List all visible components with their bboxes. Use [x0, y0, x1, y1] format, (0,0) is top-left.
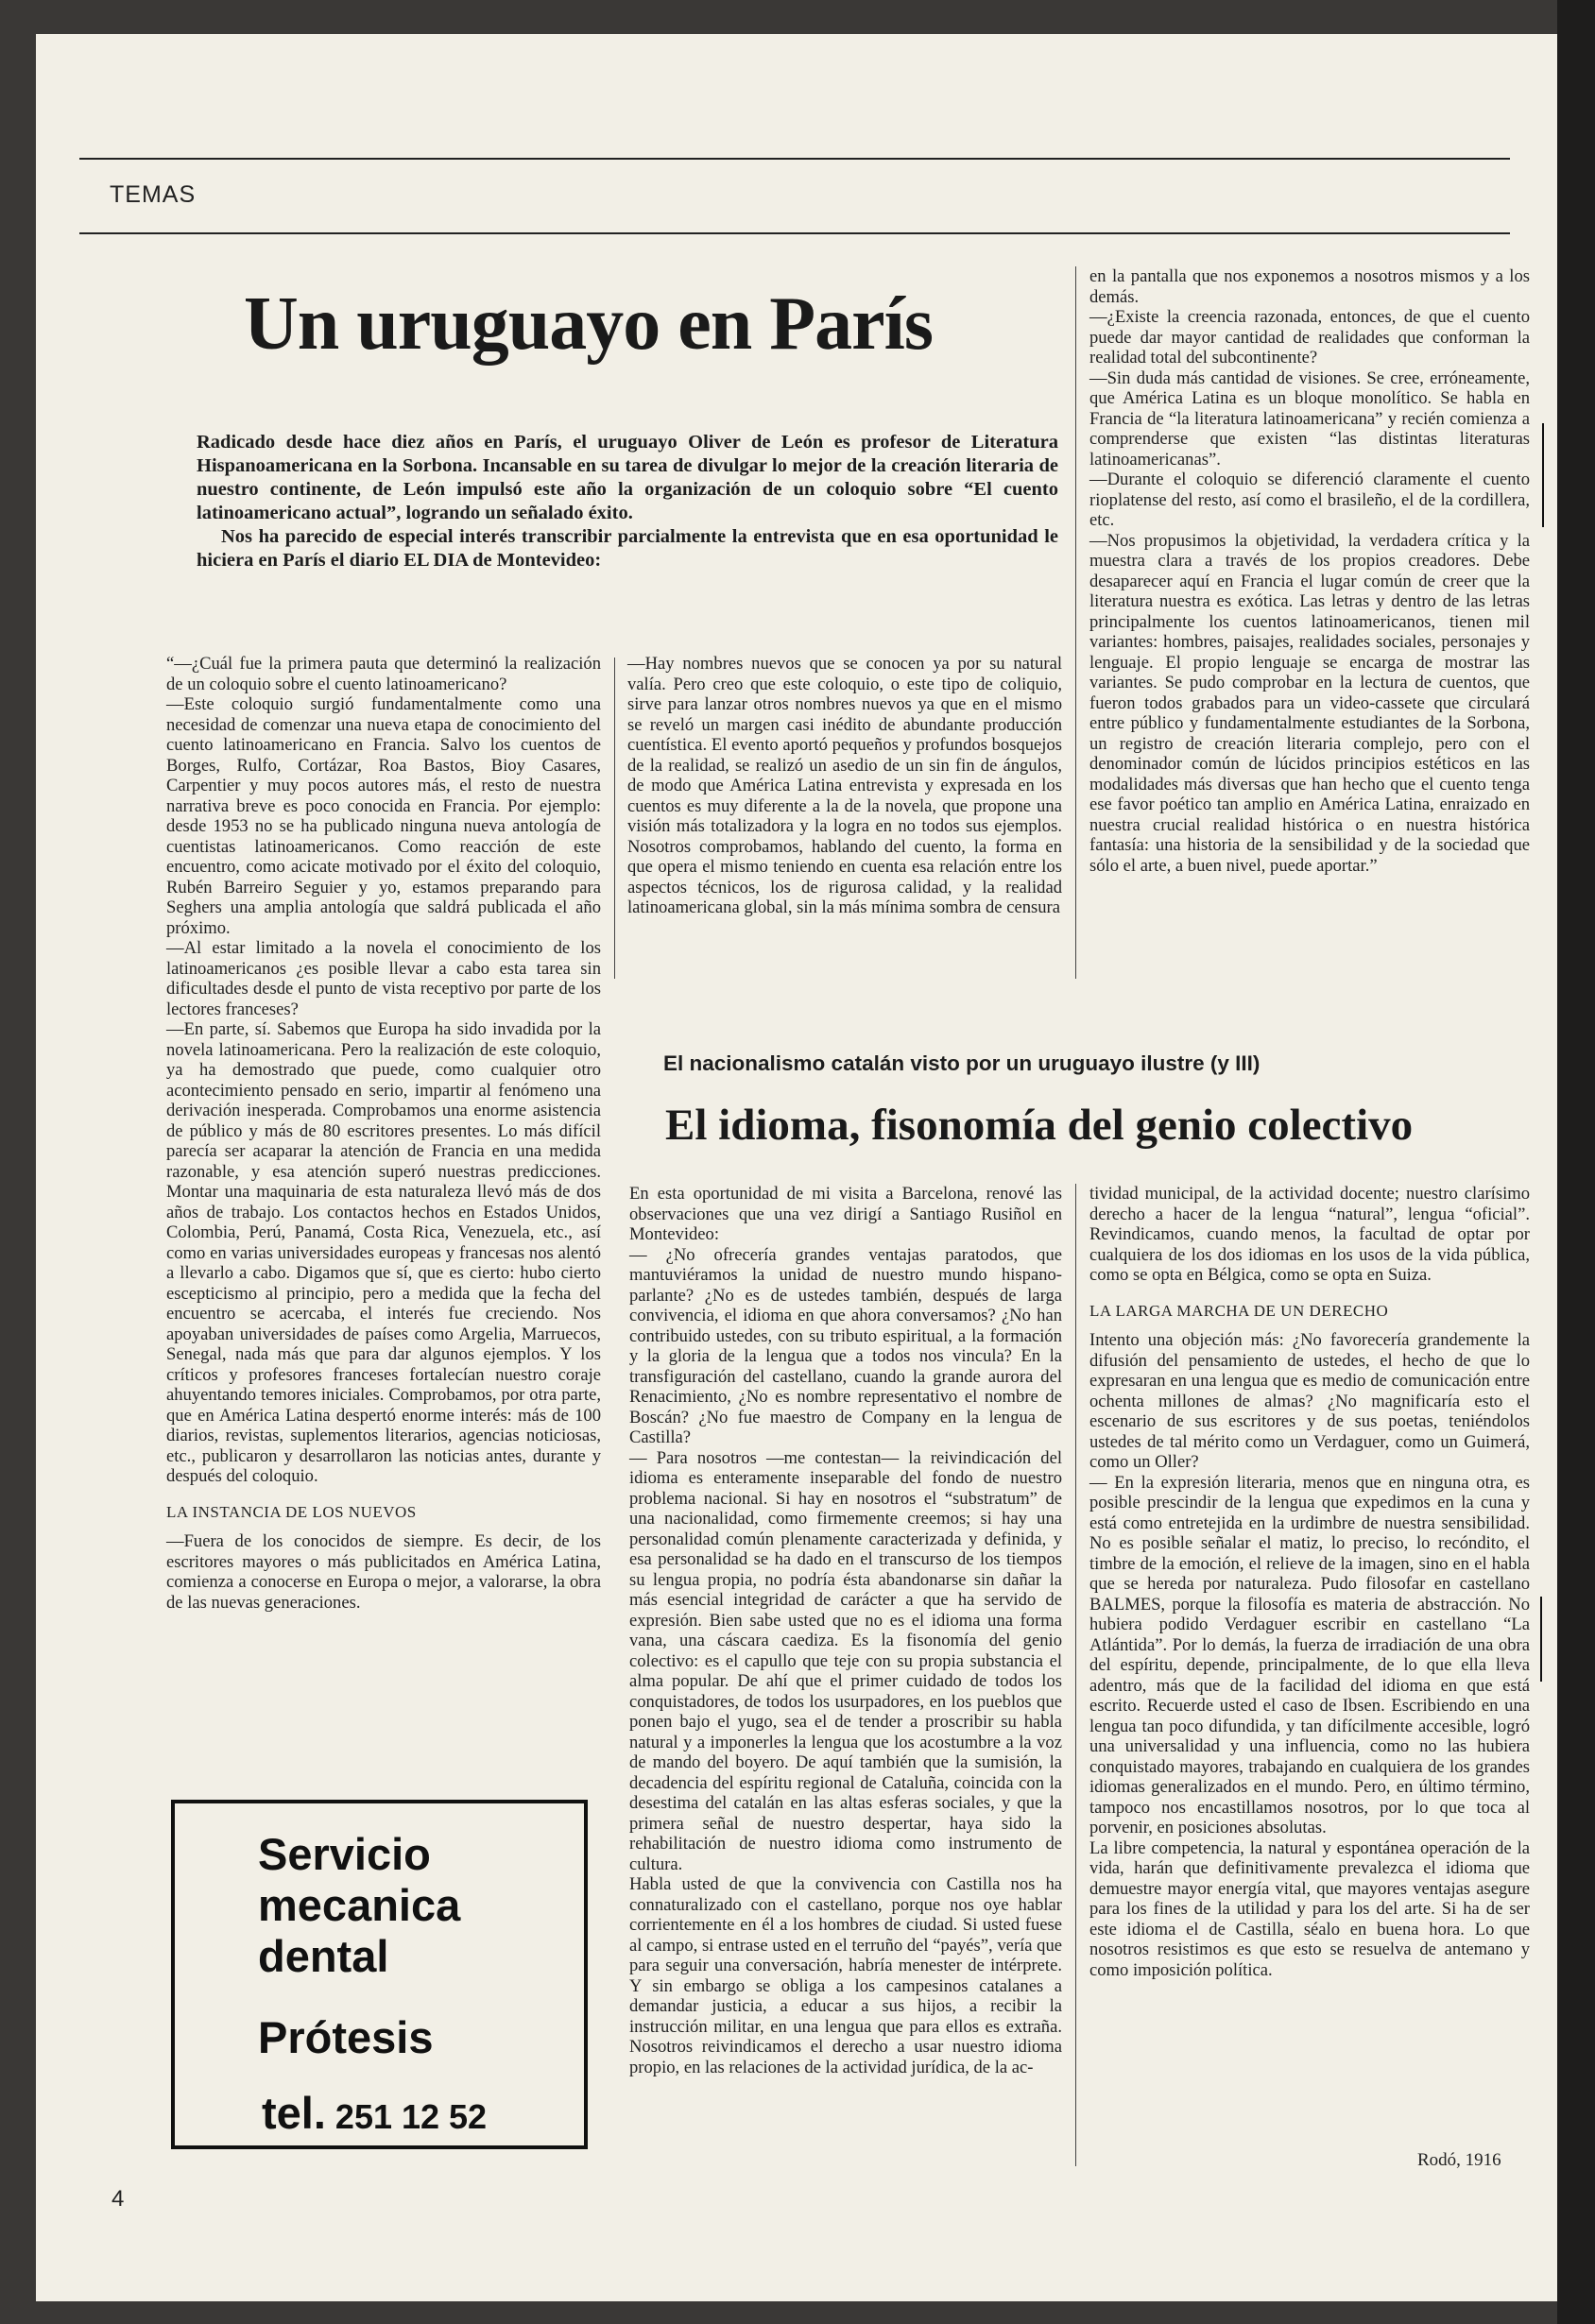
paragraph: —Este coloquio surgió fundamentalmente como una necesidad de comenzar una nueva etapa de conocimiento del cuento latinoamericano en Francia. Salvo los cuentos de Borges, Rulfo, Cortázar, Roa Bastos, Bioy Casares, Carpentier y muy pocos autores más, el resto de nuestra narrativa breve es poco conocida en Francia. Por ejemplo: desde 1953 no se ha publicado ninguna nueva antología de cuentistas latinoamericanos. Como reacción de este encuentro, como acicate motivado por el éxito del coloquio, Rubén Barreiro Seguier y yo, estamos preparando para Seghers una amplia antología que saldrá publicada el año próximo.: [166, 694, 601, 938]
paragraph: — En la expresión literaria, menos que en ninguna otra, es posible prescindir de la lengua que expedimos en la cuna y está como entretejida en la urdimbre de nuestra sensibilidad. No es posible señalar el matiz, lo preciso, lo recóndito, el timbre de la emoción, el relieve de la imagen, sino en el habla que se hereda por naturaleza. Pudo filosofar en castellano BALMES, porque la filosofía es materia de abstracción. No hubiera podido Verdaguer escribir en castellano “La Atlántida”. Por lo demás, la fuerza de irradiación de una obra del espíritu, depende, principalmente, de lo que ella lleva adentro, más que de la facilidad del idioma en que está escrito. Recuerde usted el caso de Ibsen. Escribiendo en una lengua tan poco difundida, y tan difícilmente accesible, logró una universalidad y una influencia, como no las hubiera conquistado mayores, trabajando en cualquiera de los grandes idiomas generalizados en el mundo. Pero, en último término, tampoco nos encastillamos nosotros, por lo que toca al porvenir, en posiciones absolutas.: [1089, 1472, 1530, 1837]
header-rule-lower: [79, 232, 1510, 234]
ad-line: Servicio: [258, 1829, 431, 1879]
paragraph: —Al estar limitado a la novela el conocimiento de los latinoamericanos ¿es posible llevar a cabo esta tarea sin dificultades desde el punto de vista receptivo por parte de los lectores franceses?: [166, 938, 601, 1019]
article-signature: Rodó, 1916: [1417, 2150, 1501, 2170]
paragraph: —Sin duda más cantidad de visiones. Se cree, erróneamente, que América Latina es un bloque monolítico. Se habla en Francia de “la literatura latinoamericana” y recién comienza a comprenderse que existen “las distintas literaturas latinoamericanas”.: [1089, 367, 1530, 470]
article-intro: [197, 431, 1058, 572]
intro-paragraph: Nos ha parecido de especial interés transcribir parcialmente la entrevista que en esa oportunidad le hiciera en París el diario EL DIA de Montevideo:: [197, 526, 1058, 571]
ad-phone-label: tel.: [262, 2088, 326, 2138]
paragraph: En esta oportunidad de mi visita a Barcelona, renové las observaciones que una vez dirigí a Santiago Rusiñol en Montevideo:: [629, 1184, 1062, 1244]
margin-mark: [1542, 423, 1544, 527]
article-title: Un uruguayo en París: [244, 282, 933, 366]
article-2-column-1: [629, 1184, 1062, 2077]
column-divider: [614, 658, 615, 979]
ad-line: mecanica: [258, 1880, 461, 1930]
paragraph: —¿Existe la creencia razonada, entonces, de que el cuento puede dar mayor cantidad de realidades que conforman la realidad total del subcontinente?: [1089, 307, 1530, 367]
ad-phone-number: 251 12 52: [334, 2097, 488, 2136]
advertisement-box: [171, 1800, 588, 2149]
paragraph: —Nos propusimos la objetividad, la verdadera crítica y la muestra clara a través de los propios creadores. Debe desaparecer aquí en Francia el lugar común de creer que la literatura nuestra es exótica. Las letras y dentro de las letras principalmente los cuentos latinoamericanos, tienen mil variantes: hombres, paisajes, realidades sociales, personajes y lenguaje. El propio lenguaje se encarga de mostrar las variantes. Se pudo comprobar en la lectura de cuentos, que fueron todos grabados para un video-cassete que circulará entre público y fundamentalmente estudiantes de la Sorbona, un registro de creación literaria complejo, pero con el denominador común de lúcidos principios estéticos en las modalidades más diversas que han hecho que el cuento tenga ese favor poético tan amplio en América Latina, enraizado en nuestra crucial realidad histórica o en nuestra histórica fantasía: una historia de la sensibilidad y de la sociedad que sólo el arte, a buen nivel, puede aportar.”: [1089, 530, 1530, 876]
paragraph: Intento una objeción más: ¿No favorecería grandemente la difusión del pensamiento de ustedes, el hecho de que lo expresaran en una lengua que es medio de comunicación entre ochenta millones de almas? ¿No magnificaría esto el escenario de sus escritores y de sus poetas, teniéndolos ustedes de tal mérito como un Verdaguer, como un Guimerá, como un Oller?: [1089, 1330, 1530, 1472]
ad-phone: [262, 2089, 487, 2142]
paragraph: Habla usted de que la convivencia con Castilla nos ha connaturalizado con el castellano, porque nos oye hablar corrientemente en él a los hombres de ciudad. Si usted fuese al campo, si entrase usted en el terruño del “payés”, vería que para seguir una conversación, habría menester de intérprete. Y sin embargo se obliga a los campesinos catalanes a demandar justicia, a educar a sus hijos, a recibir la instrucción militar, en una lengua que para ellos es extraña. Nosotros reivindicamos el derecho a usar nuestro idioma propio, en las relaciones de la actividad jurídica, de la ac-: [629, 1874, 1062, 2077]
paragraph: “—¿Cuál fue la primera pauta que determinó la realización de un coloquio sobre el cuento latinoamericano?: [166, 654, 601, 694]
paragraph: — ¿No ofrecería grandes ventajas paratodos, que mantuviéramos la unidad de nuestro mundo hispano-parlante? ¿No es de ustedes también, después de larga convivencia, el idioma en que ahora conversamos? ¿No han contribuido ustedes, con su tributo espiritual, a la formación y la gloria de la lengua que a todos nos vincula? En la transfiguración del castellano, cuando la grande aurora del Renacimiento, ¿No es nombre representativo el nombre de Boscán? ¿No fue maestro de Company en la lengua de Castilla?: [629, 1244, 1062, 1447]
section-tag: TEMAS: [110, 181, 197, 208]
article-title-2: El idioma, fisonomía del genio colectivo: [665, 1101, 1414, 1150]
column-divider: [1075, 266, 1076, 979]
page-number: 4: [111, 2186, 125, 2212]
article-kicker: El nacionalismo catalán visto por un uruguayo ilustre (y III): [663, 1051, 1261, 1075]
header-rule: [79, 158, 1510, 160]
ad-line: Prótesis: [258, 2012, 434, 2062]
paragraph: — Para nosotros —me contestan— la reivindicación del idioma es enteramente inseparable del fondo de nuestro problema nacional. Si hay en nosotros el “substratum” de una nacionalidad, como firmemente creemos; si hay una personalidad común plenamente caracterizada y definida, y esa personalidad se ha dado en el transcurso de los tiempos su lengua propia, no podría ésta abandonarse sin dañar la más esencial integridad de carácter a que ha servido de expresión. Bien sabe usted que no es el idioma una forma vana, una cáscara caediza. Es la fisonomía del genio colectivo: es el capullo que teje con su propia substancia el alma popular. De ahí que el primer cuidado de todos los conquistadores, de todos los usurpadores, en los pueblos que ponen bajo el yugo, sea el de tender a proscribir su habla natural y a imponerles la lengua que los acostumbre a la voz de mando del boyero. De aquí también que la sumisión, la decadencia del espíritu regional de Cataluña, coincida con la desestima del catalán en las altas esferas sociales, y que la primera señal de nuestro despertar, haya sido la rehabilitación de nuestro idioma como instrumento de cultura.: [629, 1447, 1062, 1874]
column-subheading: LA INSTANCIA DE LOS NUEVOS: [166, 1502, 417, 1521]
paragraph: tividad municipal, de la actividad docente; nuestro clarísimo derecho a hacer de la lengua “natural”, lengua “oficial”. Revindicamos, cuando menos, la facultad de optar por cualquiera de los dos idiomas en los usos de la vida pública, como se opta en Bélgica, como se opta en Suiza.: [1089, 1184, 1530, 1285]
article-2-column-2: [1089, 1184, 1530, 1980]
paragraph: —Durante el coloquio se diferenció claramente el cuento rioplatense del resto, así como el brasileño, el de la cordillera, etc.: [1089, 470, 1530, 530]
paragraph: —Fuera de los conocidos de siempre. Es decir, de los escritores mayores o más publicitados en América Latina, comienza a conocerse en Europa o mejor, a valorarse, la obra de las nuevas generaciones.: [166, 1531, 601, 1613]
article-column-2: [627, 654, 1062, 918]
article-column-1: [166, 654, 601, 1613]
page-edge: [1557, 0, 1595, 2324]
ad-line: dental: [258, 1931, 389, 1981]
intro-paragraph: Radicado desde hace diez años en París, el uruguayo Oliver de León es profesor de Literatura Hispanoamericana en la Sorbona. Incansable en su tarea de divulgar lo mejor de la creación literaria de nuestro continente, de León impulsó este año la organización de un coloquio sobre “El cuento latinoamericano actual”, logrando un señalado éxito.: [197, 432, 1058, 523]
paragraph: en la pantalla que nos exponemos a nosotros mismos y a los demás.: [1089, 266, 1530, 307]
article-column-3: [1089, 266, 1530, 876]
column-subheading: LA LARGA MARCHA DE UN DERECHO: [1089, 1301, 1389, 1320]
paragraph: —Hay nombres nuevos que se conocen ya por su natural valía. Pero creo que este coloquio, o este tipo de coliquio, sirve para lanzar otros nombres nuevos ya que en el mismo se reveló un margen casi inédito de abundante producción cuentística. El evento aportó pequeños y profundos bosquejos de la realidad, se realizó un asedio de un sin fin de ángulos, de modo que América Latina entrevista y expresada en los cuentos es muy diferente a la de la novela, que propone una visión más totalizadora y la logra en no todos sus ejemplos. Nosotros comprobamos, hablando del cuento, la forma en que opera el mismo teniendo en cuenta esa relación entre los aspectos técnicos, los de rigurosa calidad, y la realidad latinoamericana global, sin la más mínima sombra de censura: [627, 654, 1062, 917]
paragraph: —En parte, sí. Sabemos que Europa ha sido invadida por la novela latinoamericana. Pero la realización de este coloquio, ya ha demostrado que puede, como cualquier otro acontecimiento pensado en serio, impartir al fenómeno una derivación inesperada. Comprobamos una enorme asistencia de público y más de 80 escritores presentes. Lo más difícil parecía ser acaparar la atención de Francia en una medida razonable, y esa atención superó nuestras predicciones. Montar una maquinaria de esta naturaleza llevó más de dos años de trabajo. Los contactos hechos en Estados Unidos, Colombia, Perú, Panamá, Costa Rica, Venezuela, etc., así como en varias universidades europeas y francesas nos alentó a llevarlo a cabo. Digamos que sí, que es cierto: hubo cierto escepticismo al principio, pero a medida que la fecha del encuentro se acercaba, el interés fue creciendo. Nos apoyaban universidades de países como Argelia, Marruecos, Senegal, nada más que para dar algunos ejemplos. Y los críticos y profesores franceses fortalecían nuestro coraje ahuyentando temores iniciales. Comprobamos, por otra parte, que en América Latina despertó enorme interés: más de 100 diarios, revistas, suplementos literarios, agencias noticiosas, etc., publicaron y desarrollaron las noticias antes, durante y después del coloquio.: [166, 1019, 601, 1486]
column-divider: [1075, 1184, 1076, 2166]
paragraph: La libre competencia, la natural y espontánea operación de la vida, harán que definitivamente prevalezca el idioma que demuestre mayor energía vital, que mayores ventajas asegure para los fines de la utilidad y para los del arte. Si ha de ser este idioma el de Castilla, séalo en buena hora. Lo que nosotros resistimos es que esto se resuelva de antemano y como imposición política.: [1089, 1837, 1530, 1980]
margin-mark: [1540, 1597, 1542, 1682]
